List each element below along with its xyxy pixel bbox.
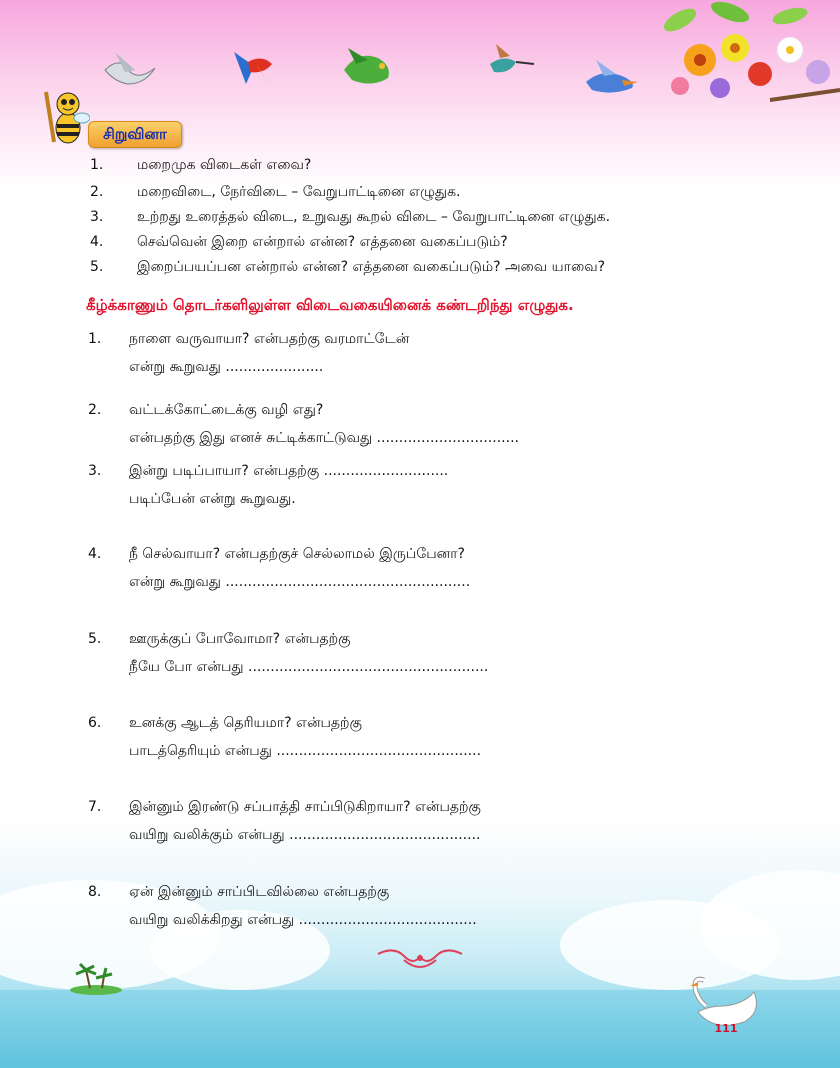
bee-mascot-icon	[38, 88, 90, 148]
exercise-title: கீழ்க்காணும் தொடர்களிலுள்ள விடைவகையினைக் கண்டறிந்து எழுதுக.	[86, 296, 574, 314]
item-number: 6.	[88, 715, 102, 731]
island-icon	[66, 962, 126, 996]
item-number: 1.	[90, 157, 104, 173]
item-text: உற்றது உரைத்தல் விடை, உறுவது கூறல் விடை – வேறுபாட்டினை எழுதுக.	[137, 209, 611, 225]
ornament-divider-icon	[374, 944, 466, 974]
item-number: 2.	[88, 402, 102, 418]
item-number: 3.	[90, 209, 104, 225]
item-number: 5.	[90, 259, 104, 275]
item-number: 2.	[90, 184, 104, 200]
exercise-line: ஏன் இன்னும் சாப்பிடவில்லை என்பதற்கு	[129, 884, 390, 900]
parrot-icon	[228, 44, 276, 88]
exercise-line: நாளை வருவாயா? என்பதற்கு வரமாட்டேன்	[129, 331, 410, 347]
exercise-line: நீ செல்வாயா? என்பதற்குச் செல்லாமல் இருப்பேனா?	[129, 546, 465, 562]
bird-icon	[100, 50, 160, 92]
exercise-line: படிப்பேன் என்று கூறுவது.	[129, 491, 296, 507]
section-heading-badge	[88, 121, 182, 148]
exercise-line: உனக்கு ஆடத் தெரியமா? என்பதற்கு	[129, 715, 362, 731]
item-number: 7.	[88, 799, 102, 815]
item-number: 1.	[88, 331, 102, 347]
item-number: 4.	[88, 546, 102, 562]
item-text: மறைமுக விடைகள் எவை?	[137, 157, 312, 173]
section-heading: சிறுவினா	[103, 125, 167, 143]
item-number: 5.	[88, 631, 102, 647]
item-text: செவ்வென் இறை என்றால் என்ன? எத்தனை வகைப்படும்?	[137, 234, 508, 250]
exercise-line: வயிறு வலிக்கிறது என்பது ........................................	[129, 912, 477, 928]
exercise-line: என்று கூறுவது .......................................................	[129, 574, 471, 590]
exercise-line: பாடத்தெரியும் என்பது ..............................................	[129, 743, 482, 759]
exercise-line: இன்று படிப்பாயா? என்பதற்கு ............................	[129, 463, 449, 479]
item-number: 8.	[88, 884, 102, 900]
green-bird-icon	[338, 44, 394, 92]
exercise-line: ஊருக்குப் போவோமா? என்பதற்கு	[129, 631, 351, 647]
exercise-line: வட்டக்கோட்டைக்கு வழி எது?	[129, 402, 324, 418]
hummingbird-icon	[480, 44, 536, 84]
flowers-decoration	[640, 0, 840, 120]
page-number: 111	[714, 1022, 738, 1035]
item-number: 3.	[88, 463, 102, 479]
exercise-line: நீயே போ என்பது ......................................................	[129, 659, 489, 675]
exercise-line: வயிறு வலிக்கும் என்பது ...........................................	[129, 827, 481, 843]
kingfisher-icon	[582, 58, 642, 100]
item-text: மறைவிடை, நேர்விடை – வேறுபாட்டினை எழுதுக.	[137, 184, 461, 200]
exercise-line: என்று கூறுவது ......................	[129, 359, 324, 375]
item-number: 4.	[90, 234, 104, 250]
item-text: இறைப்பயப்பன என்றால் என்ன? எத்தனை வகைப்படும்? அவை யாவை?	[137, 259, 606, 275]
exercise-line: இன்னும் இரண்டு சப்பாத்தி சாப்பிடுகிறாயா? என்பதற்கு	[129, 799, 481, 815]
exercise-line: என்பதற்கு இது எனச் சுட்டிக்காட்டுவது ................................	[129, 430, 519, 446]
